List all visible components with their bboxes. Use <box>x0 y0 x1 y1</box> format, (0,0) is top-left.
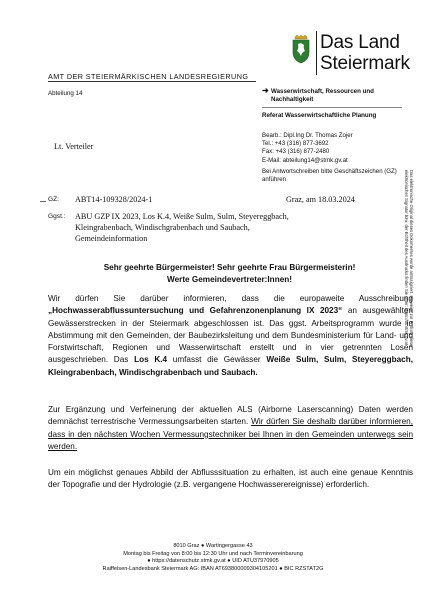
p1-project-title: „Hochwasserabflussuntersuchung und Gefahrenzonenplanung IX 2023“ <box>48 306 343 316</box>
contact-fax: Fax: +43 (316) 877-2480 <box>262 148 330 156</box>
unit-name: Referat Wasserwirtschaftliche Planung <box>262 112 377 119</box>
p2-text-a: Zur Ergänzung und Verfeinerung der aktuellen ALS (Airborne Laserscanning) Daten werden demnächst terrestrische Vermessungsarbeiten starten. <box>48 405 413 427</box>
p1-text-e: umfasst die Gewässer <box>167 355 267 365</box>
gz-label: GZ: <box>48 196 59 203</box>
p1-text-a: Wir dürfen Sie darüber informieren, dass die europaweite Ausschreibung <box>48 294 413 303</box>
p1-lot: Los K.4 <box>134 355 168 365</box>
contact-email[interactable]: E-Mail: abteilung14@stmk.gv.at <box>262 156 348 164</box>
authority-name: AMT DER STEIERMÄRKISCHEN LANDESREGIERUNG <box>48 72 249 81</box>
body-paragraph-2 <box>48 404 413 453</box>
fold-mark <box>40 201 46 202</box>
contact-person: Bearb.: Dipl.Ing Dr. Thomas Zojer <box>262 132 353 139</box>
p1-text-c: an ausgewählten Gewässerstrecken in der Steiermark abgeschlossen ist. Das ggst. Arbeitsprogramm wurde in Abstimmung mit den Gemeinden, der Baubezirksleitung und dem Bundesministerium für Land- und Forstwirtschaft, Regionen und Wasserwirtschaft erstellt und in vier getrennten Losen ausgeschrieben. Das <box>48 306 414 365</box>
footer-address: 8010 Graz ● Wartingergasse 43 <box>173 543 253 549</box>
department-divider <box>262 107 402 108</box>
land-steiermark-logo <box>289 29 419 81</box>
contact-phone: Tel.: +43 (316) 877-3692 <box>262 140 329 148</box>
recipient: Lt. Verteiler <box>54 142 94 151</box>
footer-hours: Montag bis Freitag von 8:00 bis 12:30 Uhr und nach Terminvereinbarung <box>123 550 303 557</box>
logo-text-line1: Das Land <box>320 32 400 53</box>
arrow-right-icon: ➜ <box>262 86 269 95</box>
department-label: Abteilung 14 <box>48 90 83 97</box>
p2-underlined-notice: Wir dürfen Sie deshalb darüber informieren, dass in den nächsten Wochen Vermessungstechniker bei Ihnen in den Gemeinden unterwegs sein werden. <box>48 417 413 451</box>
footer-bank: Raiffeisen-Landesbank Steiermark AG: IBAN AT693800009304105201 ● BIC RZSTAT2G <box>102 565 324 572</box>
body-paragraph-3: Um ein möglichst genaues Abbild der Abflusssituation zu erhalten, ist auch eine genaue Kenntnis der Topografie und der Hydrologie (z.B. vergangene Hochwasserereignisse) erforderlich. <box>48 468 413 490</box>
salutation <box>48 262 411 285</box>
steiermark-crest-icon <box>289 34 313 64</box>
footer-privacy: ● https://datenschutz.stmk.gv.at ● UID ATU37970905 <box>147 558 279 565</box>
subject-text: ABU GZP IX 2023, Los K.4, Weiße Sulm, Sulm, Steyereggbach, Kleingrabenbach, Windischgrabenbach und Saubach, Gemeindeinformation <box>75 212 289 243</box>
authority-divider <box>48 81 256 82</box>
logo-text-line2: Steiermark <box>320 53 410 74</box>
salutation-line1: Sehr geehrte Bürgermeister! Sehr geehrte Frau Bürgermeisterin! <box>103 263 356 272</box>
subject-label: Ggst.: <box>48 213 66 220</box>
footer <box>0 543 426 573</box>
contact-block <box>262 132 353 165</box>
letter-date: Graz, am 18.03.2024 <box>286 195 355 204</box>
department-full-name: Wasserwirtschaft, Ressourcen und Nachhaltigkeit <box>271 88 374 103</box>
signature-side-note-text: Das elektronische Original dieses Dokumentes wurde amtssigniert. Hinweise zur Prüfung dieser elektronischen Signatur bzw. der Echtheit des Ausdrucks finden Sie unter: https://as.stmk.gv.at <box>403 170 414 348</box>
p1-waters: Weiße Sulm, Sulm, Steyereggbach, Kleingrabenbach, Windischgrabenbach und Saubach. <box>48 355 413 377</box>
reply-note: Bei Antwortschreiben bitte Geschäftszeichen (GZ) anführen <box>262 168 397 183</box>
body-paragraph-1 <box>48 293 413 379</box>
salutation-line2: Werte Gemeindevertreter:Innen! <box>167 274 292 284</box>
gz-value: ABT14-109328/2024-1 <box>75 195 153 204</box>
